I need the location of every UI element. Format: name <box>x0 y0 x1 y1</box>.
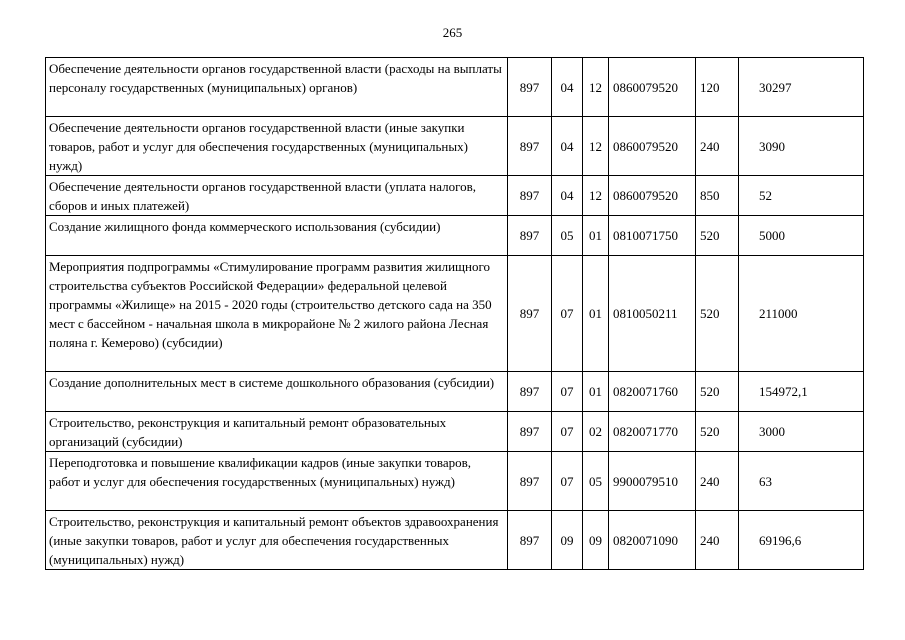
ministry-code: 897 <box>508 511 552 570</box>
budget-table <box>45 57 864 570</box>
table-row <box>46 58 864 117</box>
section-code: 04 <box>552 58 583 117</box>
subsection-code: 01 <box>583 256 609 372</box>
section-code: 07 <box>552 452 583 511</box>
amount: 211000 <box>739 256 864 372</box>
row-description: Обеспечение деятельности органов государственной власти (иные закупки товаров, работ и услуг для обеспечения государственных (муниципальных) нужд) <box>46 117 508 176</box>
target-article-code: 0860079520 <box>609 117 696 176</box>
ministry-code: 897 <box>508 452 552 511</box>
table-row <box>46 412 864 452</box>
amount: 63 <box>739 452 864 511</box>
row-description: Строительство, реконструкция и капитальный ремонт объектов здравоохранения (иные закупки товаров, работ и услуг для обеспечения государственных (муниципальных) нужд) <box>46 511 508 570</box>
ministry-code: 897 <box>508 117 552 176</box>
expense-type-code: 850 <box>696 176 739 216</box>
subsection-code: 12 <box>583 176 609 216</box>
amount: 52 <box>739 176 864 216</box>
subsection-code: 12 <box>583 58 609 117</box>
table-row <box>46 176 864 216</box>
row-description: Обеспечение деятельности органов государственной власти (расходы на выплаты персоналу государственных (муниципальных) органов) <box>46 58 508 117</box>
section-code: 05 <box>552 216 583 256</box>
expense-type-code: 520 <box>696 256 739 372</box>
target-article-code: 0820071770 <box>609 412 696 452</box>
expense-type-code: 240 <box>696 511 739 570</box>
target-article-code: 0810050211 <box>609 256 696 372</box>
section-code: 04 <box>552 176 583 216</box>
expense-type-code: 120 <box>696 58 739 117</box>
expense-type-code: 240 <box>696 452 739 511</box>
target-article-code: 9900079510 <box>609 452 696 511</box>
table-row <box>46 117 864 176</box>
expense-type-code: 240 <box>696 117 739 176</box>
amount: 3000 <box>739 412 864 452</box>
amount: 69196,6 <box>739 511 864 570</box>
subsection-code: 01 <box>583 372 609 412</box>
row-description: Обеспечение деятельности органов государственной власти (уплата налогов, сборов и иных платежей) <box>46 176 508 216</box>
target-article-code: 0860079520 <box>609 176 696 216</box>
page-number: 265 <box>442 25 463 40</box>
ministry-code: 897 <box>508 216 552 256</box>
expense-type-code: 520 <box>696 412 739 452</box>
target-article-code: 0810071750 <box>609 216 696 256</box>
target-article-code: 0820071760 <box>609 372 696 412</box>
row-description: Создание жилищного фонда коммерческого использования (субсидии) <box>46 216 508 256</box>
target-article-code: 0820071090 <box>609 511 696 570</box>
subsection-code: 01 <box>583 216 609 256</box>
subsection-code: 05 <box>583 452 609 511</box>
expense-type-code: 520 <box>696 372 739 412</box>
row-description: Строительство, реконструкция и капитальный ремонт образовательных организаций (субсидии) <box>46 412 508 452</box>
subsection-code: 02 <box>583 412 609 452</box>
ministry-code: 897 <box>508 256 552 372</box>
section-code: 09 <box>552 511 583 570</box>
row-description: Переподготовка и повышение квалификации кадров (иные закупки товаров, работ и услуг для обеспечения государственных (муниципальных) нужд) <box>46 452 508 511</box>
section-code: 07 <box>552 372 583 412</box>
table-row <box>46 216 864 256</box>
ministry-code: 897 <box>508 58 552 117</box>
section-code: 04 <box>552 117 583 176</box>
table-row <box>46 256 864 372</box>
table-row <box>46 452 864 511</box>
row-description: Создание дополнительных мест в системе дошкольного образования (субсидии) <box>46 372 508 412</box>
ministry-code: 897 <box>508 372 552 412</box>
row-description: Мероприятия подпрограммы «Стимулирование программ развития жилищного строительства субъектов Российской Федерации» федеральной целевой программы «Жилище» на 2015 - 2020 годы (строительство детского сада на 350 мест с бассейном - начальная школа в микрорайоне № 2 жилого района Лесная поляна г. Кемерово) (субсидии) <box>46 256 508 372</box>
subsection-code: 12 <box>583 117 609 176</box>
amount: 154972,1 <box>739 372 864 412</box>
amount: 30297 <box>739 58 864 117</box>
amount: 5000 <box>739 216 864 256</box>
section-code: 07 <box>552 256 583 372</box>
table-row <box>46 511 864 570</box>
ministry-code: 897 <box>508 412 552 452</box>
target-article-code: 0860079520 <box>609 58 696 117</box>
section-code: 07 <box>552 412 583 452</box>
amount: 3090 <box>739 117 864 176</box>
subsection-code: 09 <box>583 511 609 570</box>
expense-type-code: 520 <box>696 216 739 256</box>
table-row <box>46 372 864 412</box>
ministry-code: 897 <box>508 176 552 216</box>
